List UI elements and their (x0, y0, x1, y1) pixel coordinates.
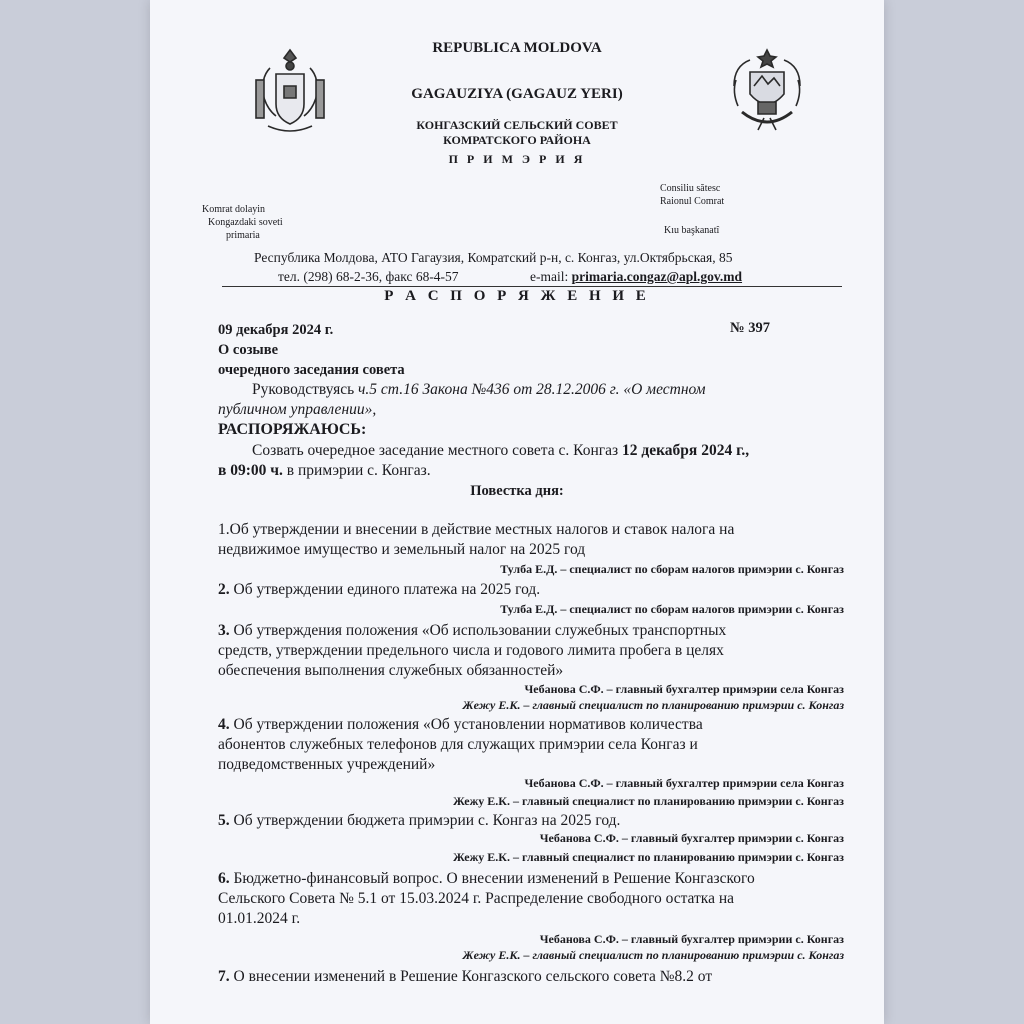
item6-text1: Бюджетно-финансовый вопрос. О внесении изменений в Решение Конгазского (229, 870, 755, 887)
right-small-line1: Consiliu sătesc (660, 183, 721, 194)
doc-number: № 397 (730, 320, 770, 336)
agenda-item6-line1 (218, 870, 755, 888)
item3-number: 3. (218, 622, 230, 639)
agenda-item3-resp2: Жежу Е.К. – главный специалист по планированию примэрии с. Конгаз (462, 698, 844, 712)
agenda-title: Повестка дня: (470, 483, 564, 499)
header-council-line2: КОМРАТСКОГО РАЙОНА (443, 133, 591, 147)
doc-convene-line2 (218, 462, 431, 480)
email-label: e-mail: (530, 269, 569, 284)
header-country: REPUBLICA MOLDOVA (432, 40, 602, 56)
agenda-item5-resp1: Чебанова С.Ф. – главный бухгалтер примэрии с. Конгаз (539, 831, 844, 845)
item4-number: 4. (218, 716, 230, 733)
agenda-item1-resp1: Тулба Е.Д. – специалист по сборам налогов примэрии с. Конгаз (500, 562, 844, 576)
item5-number: 5. (218, 812, 230, 829)
doc-title: Р А С П О Р Я Ж Е Н И Е (384, 288, 650, 304)
agenda-item7 (218, 968, 712, 986)
basis-italic1: ч.5 ст.16 Закона №436 от 28.12.2006 г. «О местном (358, 381, 706, 398)
basis-lead: Руководствуясь (252, 381, 359, 398)
agenda-item2-resp1: Тулба Е.Д. – специалист по сборам налогов примэрии с. Конгаз (500, 602, 844, 616)
header-primaria: П Р И М Э Р И Я (448, 152, 586, 166)
right-small-line3: Kıu başkanatî (664, 225, 720, 236)
doc-order-word: РАСПОРЯЖАЮСЬ: (218, 421, 367, 438)
agenda-item4-resp2: Жежу Е.К. – главный специалист по планированию примэрии с. Конгаз (453, 794, 844, 808)
convene-date: 12 декабря 2024 г., (622, 442, 750, 459)
agenda-item4-line1 (218, 716, 703, 734)
agenda-item3-line3: обеспечения выполнения служебных обязанностей» (218, 662, 564, 679)
item4-text1: Об утверждении положения «Об установлении нормативов количества (229, 716, 703, 733)
convene-place: в примэрии с. Конгаз. (282, 462, 431, 479)
doc-date: 09 декабря 2024 г. (218, 322, 334, 338)
agenda-item1-line2: недвижимое имущество и земельный налог на 2025 год (218, 541, 586, 558)
item3-text1: Об утверждения положения «Об использовании служебных транспортных (229, 622, 727, 639)
agenda-item6-line2: Сельского Совета № 5.1 от 15.03.2024 г. Распределение свободного остатка на (218, 890, 735, 907)
doc-convene-line1 (252, 442, 749, 460)
agenda-item4-resp1: Чебанова С.Ф. – главный бухгалтер примэрии села Конгаз (524, 776, 844, 790)
right-small-line2: Raionul Comrat (660, 196, 725, 207)
agenda-item6-line3: 01.01.2024 г. (218, 910, 301, 927)
doc-subject-line2: очередного заседания совета (218, 362, 405, 378)
agenda-item5-resp2: Жежу Е.К. – главный специалист по планированию примэрии с. Конгаз (453, 850, 844, 864)
header-address: Республика Молдова, АТО Гагаузия, Комратский р-н, с. Конгаз, ул.Октябрьская, 85 (254, 250, 733, 265)
left-small-line1: Komrat dolayin (202, 204, 266, 215)
left-small-line3: primaria (226, 230, 260, 241)
doc-basis-line1 (252, 381, 706, 399)
document-page (150, 0, 884, 1024)
doc-basis-line2: публичном управлении», (218, 401, 377, 418)
agenda-item3-resp1: Чебанова С.Ф. – главный бухгалтер примэрии села Конгаз (524, 682, 844, 696)
agenda-item4-line3: подведомственных учреждений» (218, 756, 436, 773)
item5-text: Об утверждении бюджета примэрии с. Конгаз на 2025 год. (229, 812, 621, 829)
agenda-item4-line2: абонентов служебных телефонов для служащих примэрии села Конгаз и (218, 736, 698, 753)
convene-text: Созвать очередное заседание местного совета с. Конгаз (252, 442, 623, 459)
agenda-item5 (218, 812, 620, 830)
header-phone: тел. (298) 68-2-36, факс 68-4-57 (278, 269, 459, 284)
header-region: GAGAUZIYA (GAGAUZ YERI) (411, 86, 623, 102)
left-small-line2: Kongazdaki soveti (208, 217, 283, 228)
header-council-line1: КОНГАЗСКИЙ СЕЛЬСКИЙ СОВЕТ (416, 118, 618, 132)
header-right-small (660, 182, 724, 208)
agenda-item2 (218, 581, 540, 599)
item2-number: 2. (218, 581, 230, 598)
item7-text: О внесении изменений в Решение Конгазского сельского совета №8.2 от (229, 968, 713, 985)
convene-time: в 09:00 ч. (218, 462, 283, 479)
agenda-item6-resp1: Чебанова С.Ф. – главный бухгалтер примэрии с. Конгаз (539, 932, 844, 946)
header-council (150, 118, 884, 148)
header-email (530, 269, 742, 285)
item2-text: Об утверждении единого платежа на 2025 год. (229, 581, 541, 598)
agenda-item3-line2: средств, утверждении предельного числа и годового лимита пробега в целях (218, 642, 724, 659)
header-left-small (202, 203, 283, 242)
email-link[interactable]: primaria.congaz@apl.gov.md (571, 269, 743, 284)
header-divider (222, 286, 842, 287)
item6-number: 6. (218, 870, 230, 887)
background-right (884, 0, 1024, 1024)
agenda-item3-line1 (218, 622, 726, 640)
doc-subject-line1: О созыве (218, 342, 279, 358)
agenda-item1-line1: 1.Об утверждении и внесении в действие местных налогов и ставок налога на (218, 521, 735, 538)
background-left (0, 0, 150, 1024)
agenda-item6-resp2: Жежу Е.К. – главный специалист по планированию примэрии с. Конгаз (462, 948, 844, 962)
item7-number: 7. (218, 968, 230, 985)
